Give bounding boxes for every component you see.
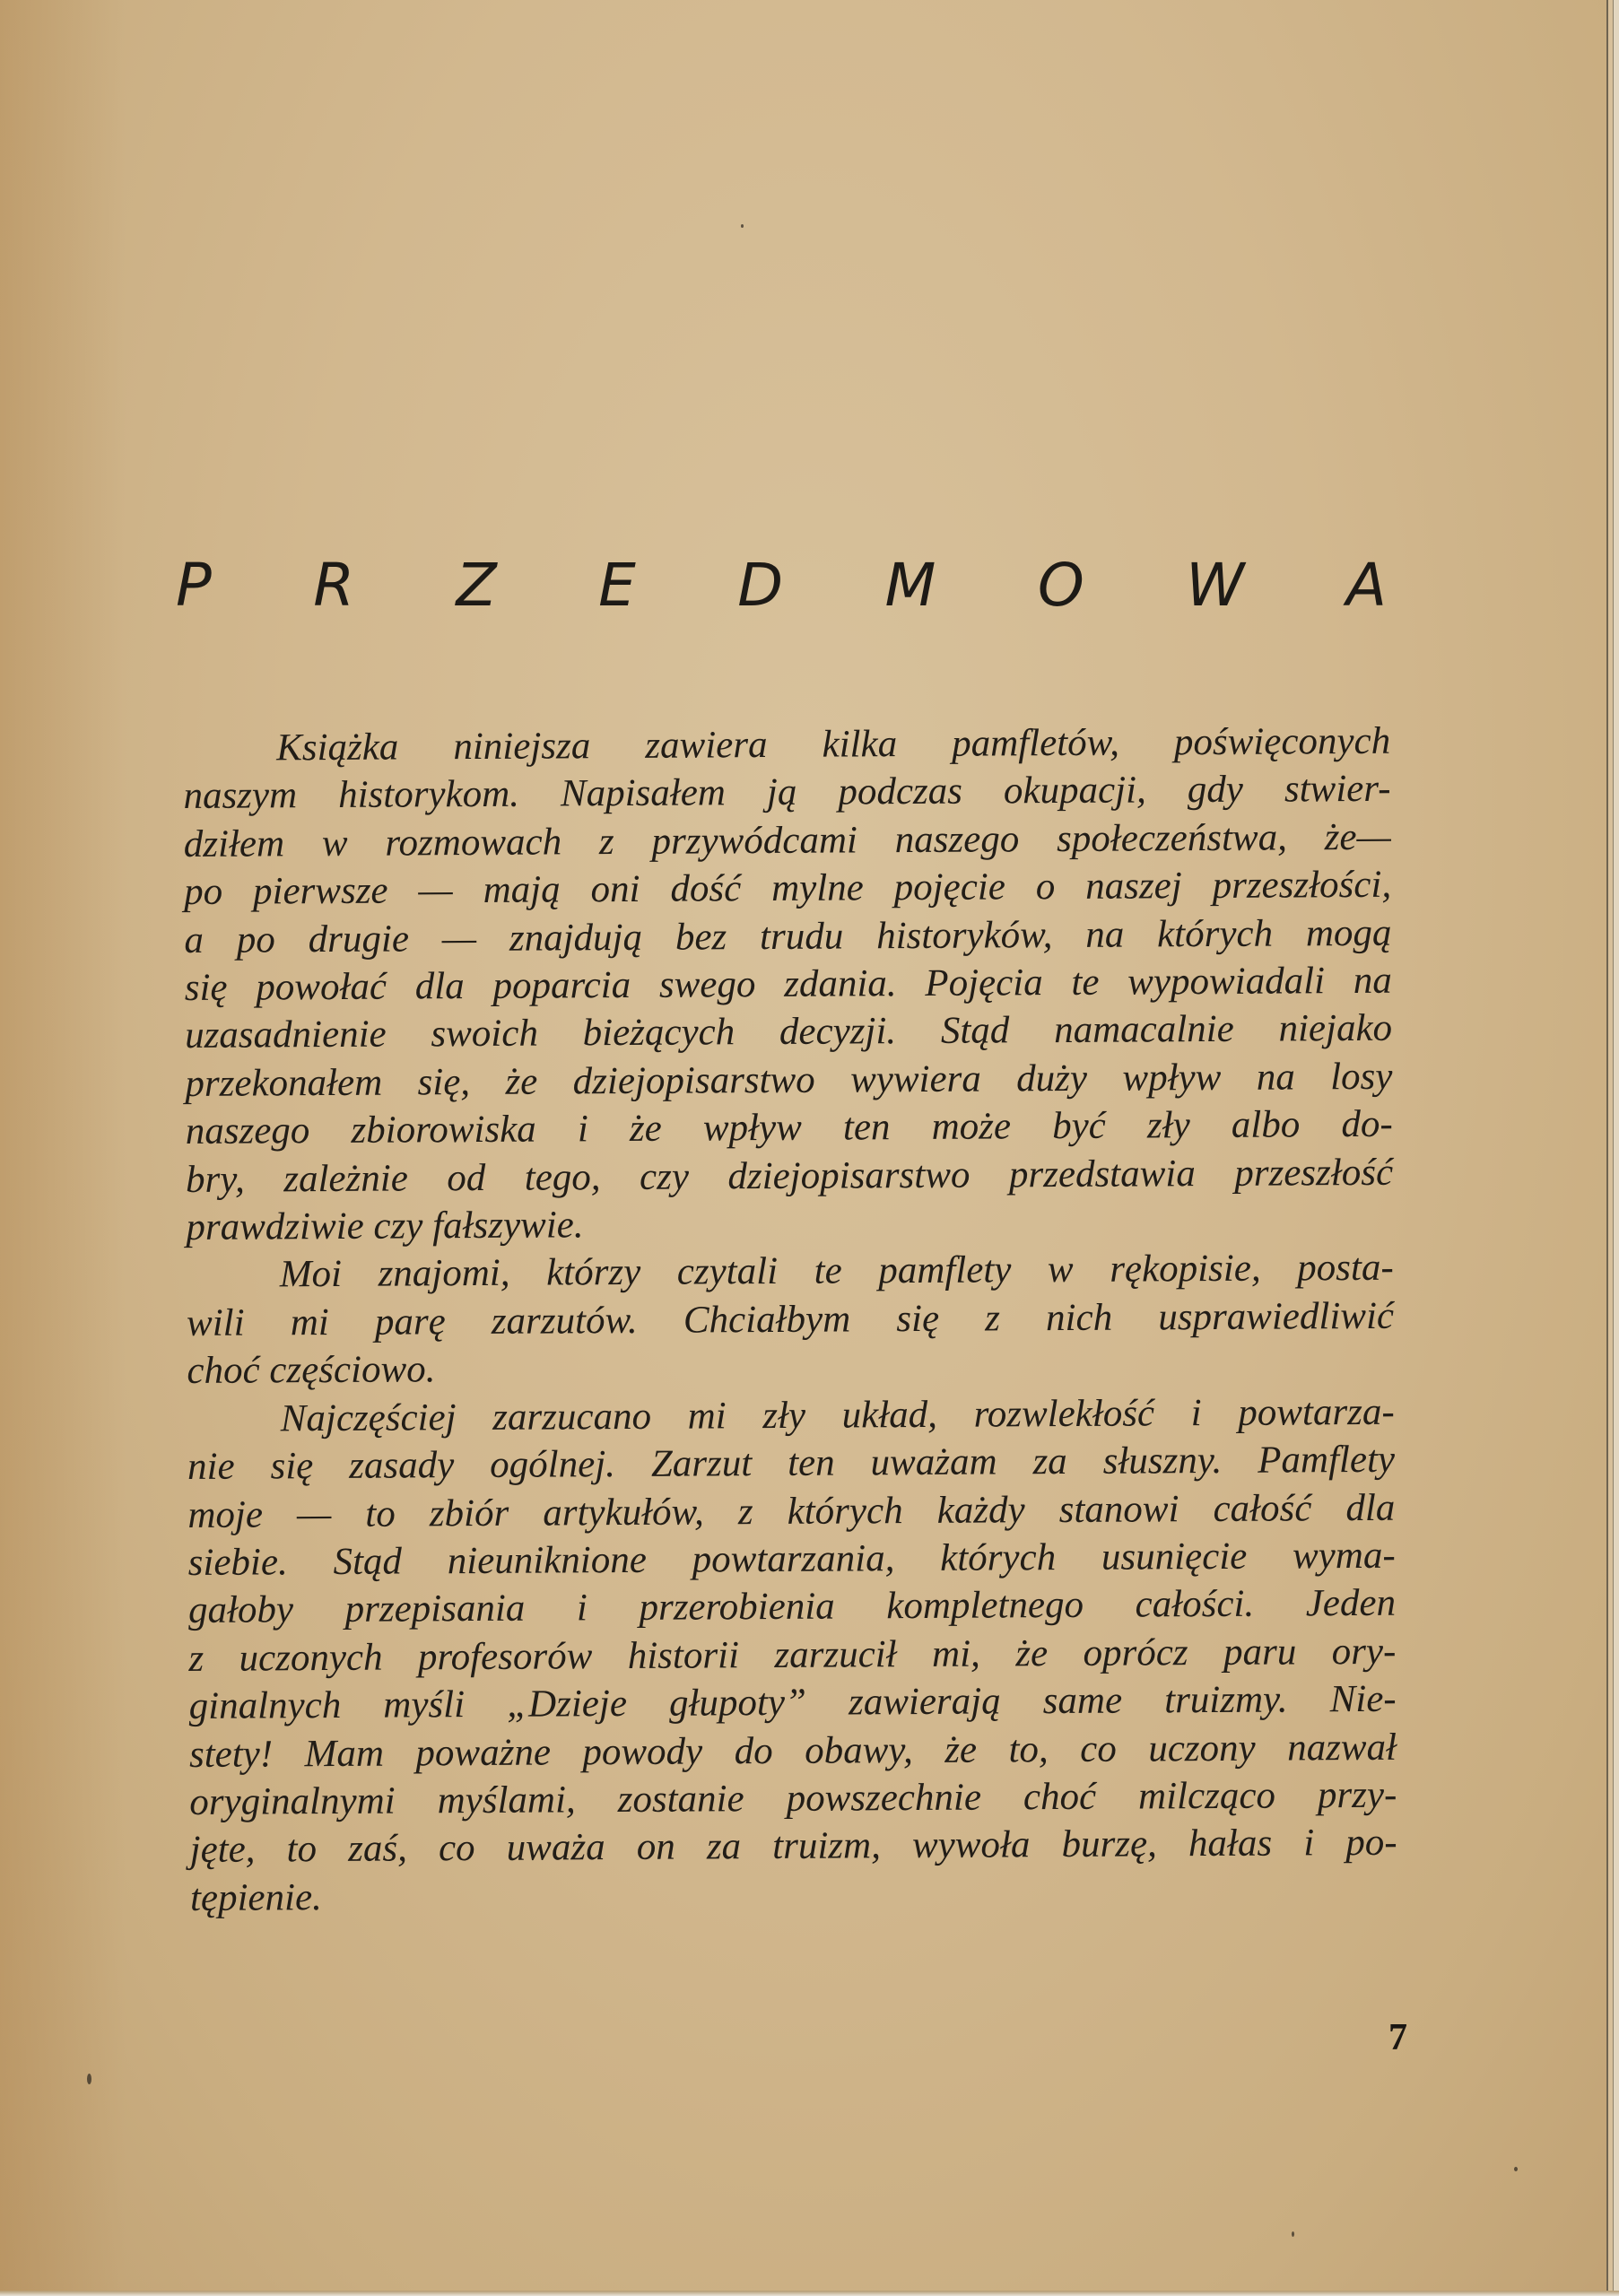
paper-speck: [1514, 2167, 1518, 2171]
text-line: Najczęściej zarzucano mi zły układ, rozwlekłość i powtarza-: [280, 1390, 1395, 1440]
text-line: Moi znajomi, którzy czytali te pamflety w rękopisie, posta-: [279, 1247, 1394, 1296]
text-line: Książka niniejsza zawiera kilka pamfletów, poświęconych: [276, 719, 1391, 770]
text-line: z uczonych profesorów historii zarzucił mi, że oprócz paru ory-: [188, 1630, 1397, 1680]
paragraph: [187, 1387, 1398, 1922]
text-line: po pierwsze — mają oni dość mylne pojęcie o naszej przeszłości,: [183, 863, 1392, 914]
title-letter: P: [176, 551, 212, 620]
title-letter: M: [884, 551, 936, 620]
text-line: gałoby przepisania i przerobienia kompletnego całości. Jeden: [187, 1582, 1397, 1632]
text-line: oryginalnymi myślami, zostanie powszechnie choć milcząco przy-: [189, 1773, 1397, 1823]
text-line: ginalnych myśli „Dzieje głupoty” zawierają same truizmy. Nie-: [188, 1677, 1397, 1728]
title-letter: O: [1037, 551, 1084, 620]
text-line: przekonałem się, że dziejopisarstwo wywiera duży wpływ na losy: [185, 1055, 1393, 1105]
page-number: 7: [1388, 2017, 1407, 2058]
paragraph: [187, 1244, 1395, 1395]
page-bottom-edge: [0, 2291, 1619, 2296]
page-edge: [1606, 0, 1619, 2296]
text-line: choć częściowo.: [187, 1348, 436, 1393]
title-letter: D: [737, 551, 784, 620]
title-letter: W: [1186, 551, 1245, 620]
text-line: moje — to zbiór artykułów, z których każdy stanowi całość dla: [187, 1486, 1396, 1536]
paper-speck: [741, 224, 744, 228]
body-text: [183, 718, 1397, 1922]
title-letter: R: [313, 551, 355, 620]
text-line: naszego zbiorowiska i że wpływ ten może być zły albo do-: [185, 1103, 1393, 1153]
text-line: a po drugie — znajdują bez trudu historyków, na których mogą: [184, 911, 1392, 961]
text-line: wili mi parę zarzutów. Chciałbym się z nich usprawiedliwić: [186, 1294, 1395, 1344]
text-line: nie się zasady ogólnej. Zarzut ten uważam za słuszny. Pamflety: [187, 1438, 1396, 1489]
text-line: naszym historykom. Napisałem ją podczas okupacji, gdy stwier-: [183, 768, 1391, 818]
title-letter: E: [598, 551, 636, 620]
paragraph: [183, 718, 1394, 1252]
paper-speck: [1292, 2231, 1294, 2237]
text-line: jęte, to zaś, co uważa on za truizm, wywoła burzę, hałas i po-: [189, 1822, 1397, 1872]
text-line: uzasadnienie swoich bieżących decyzji. Stąd namacalnie niejako: [184, 1007, 1393, 1057]
text-line: tępienie.: [189, 1875, 322, 1919]
text-line: bry, zależnie od tego, czy dziejopisarstwo przedstawia przeszłość: [185, 1151, 1394, 1201]
page-title: [176, 551, 1387, 620]
text-line: się powołać dla poparcia swego zdania. Pojęcia te wypowiadali na: [184, 959, 1392, 1010]
text-line: prawdziwie czy fałszywie.: [186, 1204, 584, 1249]
title-letter: Z: [456, 551, 497, 620]
text-line: dziłem w rozmowach z przywódcami naszego społeczeństwa, że—: [183, 815, 1391, 865]
paper-speck: [87, 2074, 91, 2084]
text-line: stety! Mam poważne powody do obawy, że to, co uczony nazwał: [188, 1726, 1397, 1776]
title-letter: A: [1345, 551, 1387, 620]
text-line: siebie. Stąd nieuniknione powtarzania, których usunięcie wyma-: [187, 1534, 1396, 1584]
